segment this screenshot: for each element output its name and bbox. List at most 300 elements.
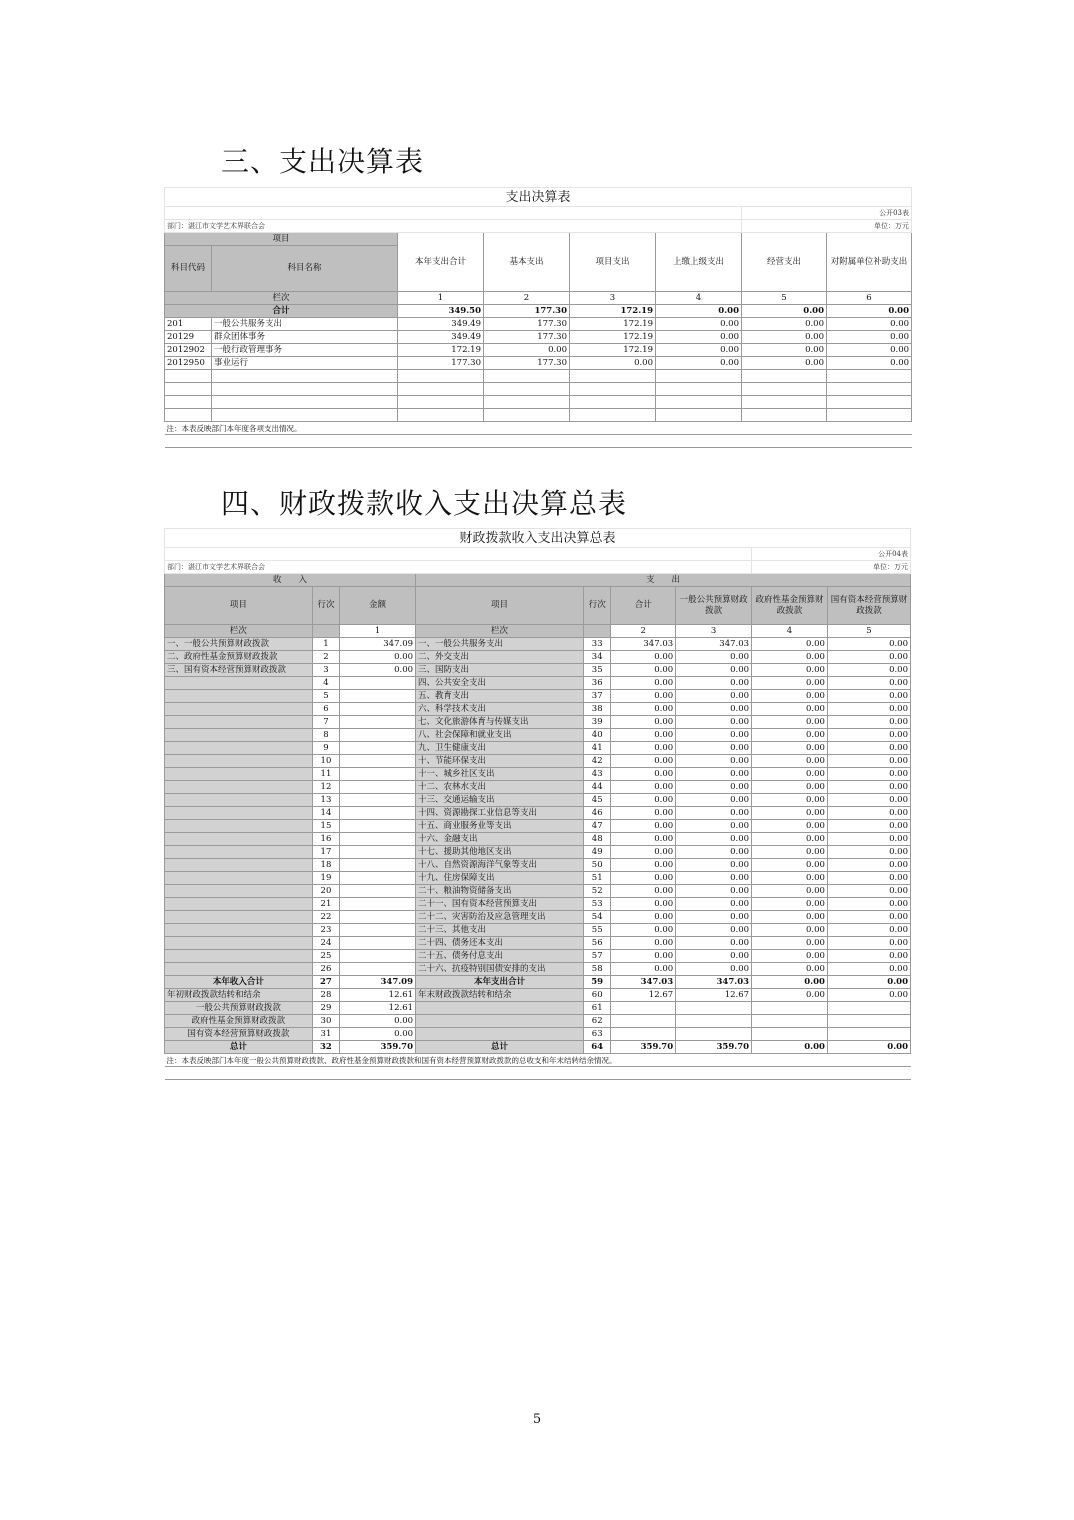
col-num: 2 bbox=[611, 625, 676, 638]
value-cell: 0.00 bbox=[752, 820, 828, 833]
table-row bbox=[165, 1041, 911, 1054]
expense-item: 年末财政拨款结转和结余 bbox=[416, 989, 584, 1002]
value-cell: 0.00 bbox=[611, 794, 676, 807]
value-cell: 0.00 bbox=[752, 703, 828, 716]
value-cell: 0.00 bbox=[676, 716, 752, 729]
col-superior: 上缴上级支出 bbox=[656, 233, 742, 292]
value-cell: 0.00 bbox=[611, 833, 676, 846]
value-cell: 0.00 bbox=[827, 976, 910, 989]
value-cell: 0.00 bbox=[676, 937, 752, 950]
value-cell: 0.00 bbox=[827, 357, 912, 370]
value-cell: 0.00 bbox=[611, 664, 676, 677]
table-row bbox=[165, 729, 911, 742]
unit-label: 单位：万元 bbox=[752, 561, 911, 574]
income-amount bbox=[340, 911, 416, 924]
value-cell: 0.00 bbox=[611, 716, 676, 729]
expense-item bbox=[416, 1028, 584, 1041]
value-cell: 0.00 bbox=[676, 872, 752, 885]
income-item: 二、政府性基金预算财政拨款 bbox=[165, 651, 313, 664]
income-item: 国有资本经营预算财政拨款 bbox=[165, 1028, 313, 1041]
income-amount bbox=[340, 781, 416, 794]
income-line: 30 bbox=[312, 1015, 339, 1028]
expense-item: 二十六、抗疫特别国债安排的支出 bbox=[416, 963, 584, 976]
total-value: 0.00 bbox=[827, 305, 912, 318]
empty-cell bbox=[212, 370, 398, 383]
value-cell: 0.00 bbox=[742, 344, 827, 357]
expense-line: 40 bbox=[584, 729, 611, 742]
table-row bbox=[165, 768, 911, 781]
empty-cell bbox=[398, 409, 484, 422]
table-row bbox=[165, 651, 911, 664]
expense-item: 二十、粮油物资储备支出 bbox=[416, 885, 584, 898]
empty-cell bbox=[656, 370, 742, 383]
table-row bbox=[165, 950, 911, 963]
value-cell bbox=[752, 1015, 828, 1028]
expense-item: 九、卫生健康支出 bbox=[416, 742, 584, 755]
income-line: 32 bbox=[312, 1041, 339, 1054]
value-cell bbox=[611, 1028, 676, 1041]
income-amount bbox=[340, 898, 416, 911]
income-amount: 0.00 bbox=[340, 651, 416, 664]
income-line: 26 bbox=[312, 963, 339, 976]
empty-row bbox=[165, 396, 912, 409]
subject-name: 一般行政管理事务 bbox=[212, 344, 398, 357]
empty-cell bbox=[656, 409, 742, 422]
table-row bbox=[165, 846, 911, 859]
value-cell: 0.00 bbox=[611, 963, 676, 976]
lanci-label: 栏次 bbox=[416, 625, 584, 638]
income-item bbox=[165, 820, 313, 833]
income-line: 14 bbox=[312, 807, 339, 820]
value-cell: 347.03 bbox=[611, 976, 676, 989]
expense-item: 二十一、国有资本经营预算支出 bbox=[416, 898, 584, 911]
value-cell: 0.00 bbox=[656, 331, 742, 344]
col-business: 经营支出 bbox=[742, 233, 827, 292]
col-subsidy: 对附属单位补助支出 bbox=[827, 233, 912, 292]
expense-line: 53 bbox=[584, 898, 611, 911]
empty-cell bbox=[742, 396, 827, 409]
value-cell: 0.00 bbox=[611, 872, 676, 885]
table-row bbox=[165, 755, 911, 768]
table-row bbox=[165, 976, 911, 989]
income-amount: 0.00 bbox=[340, 664, 416, 677]
value-cell: 0.00 bbox=[752, 794, 828, 807]
income-line: 24 bbox=[312, 937, 339, 950]
income-amount bbox=[340, 807, 416, 820]
table-row bbox=[165, 794, 911, 807]
income-item: 总计 bbox=[165, 1041, 313, 1054]
empty-cell bbox=[570, 370, 656, 383]
income-amount bbox=[340, 963, 416, 976]
expense-line: 59 bbox=[584, 976, 611, 989]
empty-cell bbox=[165, 409, 212, 422]
expense-line: 41 bbox=[584, 742, 611, 755]
income-line: 25 bbox=[312, 950, 339, 963]
value-cell: 0.00 bbox=[752, 963, 828, 976]
income-item bbox=[165, 872, 313, 885]
expense-item: 七、文化旅游体育与传媒支出 bbox=[416, 716, 584, 729]
income-item bbox=[165, 690, 313, 703]
fiscal-summary-table bbox=[164, 528, 911, 1080]
value-cell: 0.00 bbox=[827, 950, 910, 963]
expense-line: 34 bbox=[584, 651, 611, 664]
value-cell: 0.00 bbox=[676, 846, 752, 859]
income-item bbox=[165, 859, 313, 872]
table-row bbox=[165, 872, 911, 885]
subject-code: 2012902 bbox=[165, 344, 212, 357]
value-cell: 0.00 bbox=[752, 781, 828, 794]
section-title-expense: 三、支出决算表 bbox=[221, 145, 425, 178]
income-header: 收 入 bbox=[165, 574, 416, 587]
empty-cell bbox=[484, 370, 570, 383]
value-cell: 0.00 bbox=[752, 859, 828, 872]
value-cell: 0.00 bbox=[484, 344, 570, 357]
value-cell bbox=[611, 1002, 676, 1015]
value-cell: 0.00 bbox=[827, 937, 910, 950]
expense-line: 58 bbox=[584, 963, 611, 976]
expense-item: 总计 bbox=[416, 1041, 584, 1054]
income-amount bbox=[340, 703, 416, 716]
value-cell: 0.00 bbox=[611, 950, 676, 963]
table-row bbox=[165, 690, 911, 703]
income-item: 三、国有资本经营预算财政拨款 bbox=[165, 664, 313, 677]
value-cell: 0.00 bbox=[752, 885, 828, 898]
value-cell: 0.00 bbox=[752, 755, 828, 768]
value-cell: 0.00 bbox=[676, 755, 752, 768]
income-line: 22 bbox=[312, 911, 339, 924]
value-cell: 0.00 bbox=[611, 807, 676, 820]
col-num: 4 bbox=[752, 625, 828, 638]
income-amount bbox=[340, 742, 416, 755]
value-cell: 0.00 bbox=[676, 820, 752, 833]
table-caption: 支出决算表 bbox=[165, 188, 912, 207]
table-row bbox=[165, 807, 911, 820]
total-value: 349.50 bbox=[398, 305, 484, 318]
value-cell: 177.30 bbox=[398, 357, 484, 370]
table-row bbox=[165, 911, 911, 924]
expense-item: 二十三、其他支出 bbox=[416, 924, 584, 937]
value-cell bbox=[611, 1015, 676, 1028]
income-amount bbox=[340, 859, 416, 872]
value-cell: 359.70 bbox=[676, 1041, 752, 1054]
expense-item: 十、节能环保支出 bbox=[416, 755, 584, 768]
empty-cell bbox=[398, 383, 484, 396]
empty-cell bbox=[656, 396, 742, 409]
income-line: 27 bbox=[312, 976, 339, 989]
value-cell: 0.00 bbox=[827, 833, 910, 846]
value-cell: 0.00 bbox=[827, 859, 910, 872]
value-cell: 0.00 bbox=[676, 742, 752, 755]
value-cell: 0.00 bbox=[676, 833, 752, 846]
value-cell: 0.00 bbox=[611, 846, 676, 859]
table-code: 公开04表 bbox=[752, 548, 911, 561]
value-cell: 0.00 bbox=[742, 318, 827, 331]
value-cell: 0.00 bbox=[827, 872, 910, 885]
income-line: 13 bbox=[312, 794, 339, 807]
table-caption: 财政拨款收入支出决算总表 bbox=[165, 529, 911, 548]
value-cell: 0.00 bbox=[676, 729, 752, 742]
value-cell: 0.00 bbox=[752, 950, 828, 963]
empty-cell bbox=[827, 409, 912, 422]
empty-cell bbox=[398, 370, 484, 383]
table-row bbox=[165, 703, 911, 716]
income-item bbox=[165, 794, 313, 807]
income-amount bbox=[340, 872, 416, 885]
value-cell: 347.03 bbox=[676, 976, 752, 989]
col-general: 一般公共预算财政拨款 bbox=[676, 587, 752, 625]
income-item bbox=[165, 911, 313, 924]
income-amount: 347.09 bbox=[340, 976, 416, 989]
value-cell: 359.70 bbox=[611, 1041, 676, 1054]
value-cell: 0.00 bbox=[752, 911, 828, 924]
income-amount bbox=[340, 937, 416, 950]
col-fund: 政府性基金预算财政拨款 bbox=[752, 587, 828, 625]
value-cell: 0.00 bbox=[827, 911, 910, 924]
table-row bbox=[165, 664, 911, 677]
value-cell: 0.00 bbox=[676, 781, 752, 794]
value-cell: 0.00 bbox=[827, 331, 912, 344]
income-line: 5 bbox=[312, 690, 339, 703]
col-num: 1 bbox=[398, 292, 484, 305]
income-line: 29 bbox=[312, 1002, 339, 1015]
expense-item: 十七、援助其他地区支出 bbox=[416, 846, 584, 859]
value-cell: 0.00 bbox=[827, 729, 910, 742]
value-cell: 347.03 bbox=[611, 638, 676, 651]
value-cell: 0.00 bbox=[611, 651, 676, 664]
income-line: 12 bbox=[312, 781, 339, 794]
col-basic: 基本支出 bbox=[484, 233, 570, 292]
table-row bbox=[165, 898, 911, 911]
table-row bbox=[165, 989, 911, 1002]
table-row bbox=[165, 716, 911, 729]
value-cell: 0.00 bbox=[752, 638, 828, 651]
expense-line: 42 bbox=[584, 755, 611, 768]
income-amount bbox=[340, 950, 416, 963]
table-row bbox=[165, 937, 911, 950]
table-row bbox=[165, 331, 912, 344]
value-cell: 0.00 bbox=[752, 742, 828, 755]
expense-header: 支 出 bbox=[416, 574, 911, 587]
expense-line: 38 bbox=[584, 703, 611, 716]
value-cell: 172.19 bbox=[570, 318, 656, 331]
income-line: 1 bbox=[312, 638, 339, 651]
income-item bbox=[165, 742, 313, 755]
value-cell: 0.00 bbox=[827, 1041, 910, 1054]
value-cell: 0.00 bbox=[827, 898, 910, 911]
expense-line: 48 bbox=[584, 833, 611, 846]
expense-settlement-table bbox=[164, 187, 912, 448]
value-cell: 0.00 bbox=[611, 859, 676, 872]
income-amount bbox=[340, 885, 416, 898]
expense-line: 64 bbox=[584, 1041, 611, 1054]
income-item: 年初财政拨款结转和结余 bbox=[165, 989, 313, 1002]
table-row bbox=[165, 357, 912, 370]
value-cell: 0.00 bbox=[752, 651, 828, 664]
value-cell: 0.00 bbox=[611, 768, 676, 781]
col-project: 项目支出 bbox=[570, 233, 656, 292]
value-cell: 0.00 bbox=[752, 924, 828, 937]
value-cell: 0.00 bbox=[676, 703, 752, 716]
table-row bbox=[165, 1028, 911, 1041]
value-cell: 0.00 bbox=[827, 989, 910, 1002]
total-value: 0.00 bbox=[656, 305, 742, 318]
col-num: 3 bbox=[570, 292, 656, 305]
empty-cell bbox=[827, 396, 912, 409]
value-cell bbox=[827, 1028, 910, 1041]
value-cell: 0.00 bbox=[742, 357, 827, 370]
value-cell: 0.00 bbox=[752, 833, 828, 846]
value-cell: 177.30 bbox=[484, 357, 570, 370]
expense-item: 十三、交通运输支出 bbox=[416, 794, 584, 807]
value-cell: 0.00 bbox=[752, 729, 828, 742]
col-name: 科目名称 bbox=[212, 246, 398, 292]
value-cell: 0.00 bbox=[611, 677, 676, 690]
income-amount bbox=[340, 924, 416, 937]
income-amount bbox=[340, 820, 416, 833]
income-item bbox=[165, 950, 313, 963]
value-cell bbox=[752, 1002, 828, 1015]
income-item: 一般公共预算财政拨款 bbox=[165, 1002, 313, 1015]
value-cell: 0.00 bbox=[611, 911, 676, 924]
income-amount bbox=[340, 794, 416, 807]
section-title-fiscal: 四、财政拨款收入支出决算总表 bbox=[221, 487, 628, 520]
expense-item: 四、公共安全支出 bbox=[416, 677, 584, 690]
value-cell: 0.00 bbox=[827, 703, 910, 716]
expense-item bbox=[416, 1015, 584, 1028]
income-item bbox=[165, 703, 313, 716]
income-item: 本年收入合计 bbox=[165, 976, 313, 989]
col-state: 国有资本经营预算财政拨款 bbox=[827, 587, 910, 625]
table-row bbox=[165, 781, 911, 794]
expense-line: 56 bbox=[584, 937, 611, 950]
value-cell: 0.00 bbox=[570, 357, 656, 370]
value-cell: 0.00 bbox=[827, 318, 912, 331]
expense-line: 47 bbox=[584, 820, 611, 833]
col-total: 本年支出合计 bbox=[398, 233, 484, 292]
value-cell: 0.00 bbox=[827, 716, 910, 729]
income-item bbox=[165, 885, 313, 898]
table-row bbox=[165, 820, 911, 833]
col-num: 2 bbox=[484, 292, 570, 305]
value-cell: 172.19 bbox=[570, 331, 656, 344]
empty-cell bbox=[827, 383, 912, 396]
value-cell: 12.67 bbox=[676, 989, 752, 1002]
table-row bbox=[165, 1002, 911, 1015]
col-total: 合计 bbox=[611, 587, 676, 625]
empty-cell bbox=[165, 370, 212, 383]
empty-cell bbox=[165, 396, 212, 409]
income-amount bbox=[340, 833, 416, 846]
col-num: 5 bbox=[742, 292, 827, 305]
income-amount: 12.61 bbox=[340, 1002, 416, 1015]
income-line: 20 bbox=[312, 885, 339, 898]
expense-line: 52 bbox=[584, 885, 611, 898]
income-item bbox=[165, 677, 313, 690]
empty-row bbox=[165, 370, 912, 383]
empty-cell bbox=[398, 396, 484, 409]
income-amount bbox=[340, 846, 416, 859]
value-cell: 0.00 bbox=[611, 742, 676, 755]
table-row bbox=[165, 963, 911, 976]
empty-cell bbox=[212, 383, 398, 396]
expense-line: 36 bbox=[584, 677, 611, 690]
col-item: 项目 bbox=[416, 587, 584, 625]
table-row bbox=[165, 924, 911, 937]
value-cell: 0.00 bbox=[752, 898, 828, 911]
income-amount bbox=[340, 755, 416, 768]
col-num: 5 bbox=[827, 625, 910, 638]
empty-cell bbox=[827, 370, 912, 383]
expense-item: 十五、商业服务业等支出 bbox=[416, 820, 584, 833]
value-cell: 177.30 bbox=[484, 331, 570, 344]
value-cell bbox=[676, 1015, 752, 1028]
income-line: 28 bbox=[312, 989, 339, 1002]
table-row bbox=[165, 859, 911, 872]
subject-code: 201 bbox=[165, 318, 212, 331]
value-cell: 0.00 bbox=[827, 768, 910, 781]
value-cell: 349.49 bbox=[398, 318, 484, 331]
empty-cell bbox=[570, 383, 656, 396]
empty-cell bbox=[212, 396, 398, 409]
empty-cell bbox=[656, 383, 742, 396]
dept-label: 部门：湛江市文学艺术界联合会 bbox=[165, 561, 752, 574]
value-cell: 0.00 bbox=[676, 859, 752, 872]
income-amount: 347.09 bbox=[340, 638, 416, 651]
income-item bbox=[165, 781, 313, 794]
income-item bbox=[165, 963, 313, 976]
income-item: 一、一般公共预算财政拨款 bbox=[165, 638, 313, 651]
expense-line: 49 bbox=[584, 846, 611, 859]
expense-item: 十四、资源勘探工业信息等支出 bbox=[416, 807, 584, 820]
total-value: 0.00 bbox=[742, 305, 827, 318]
income-line: 4 bbox=[312, 677, 339, 690]
income-amount: 359.70 bbox=[340, 1041, 416, 1054]
value-cell: 0.00 bbox=[611, 898, 676, 911]
empty-cell bbox=[165, 383, 212, 396]
total-value: 177.30 bbox=[484, 305, 570, 318]
income-line: 8 bbox=[312, 729, 339, 742]
value-cell: 0.00 bbox=[752, 677, 828, 690]
col-line: 行次 bbox=[312, 587, 339, 625]
value-cell bbox=[676, 1028, 752, 1041]
value-cell: 0.00 bbox=[611, 781, 676, 794]
value-cell: 0.00 bbox=[656, 357, 742, 370]
table-note: 注：本表反映部门本年度各项支出情况。 bbox=[165, 422, 912, 435]
value-cell: 0.00 bbox=[676, 898, 752, 911]
income-amount bbox=[340, 768, 416, 781]
value-cell bbox=[676, 1002, 752, 1015]
income-line: 6 bbox=[312, 703, 339, 716]
empty-row bbox=[165, 383, 912, 396]
value-cell: 0.00 bbox=[827, 963, 910, 976]
expense-item: 二、外交支出 bbox=[416, 651, 584, 664]
value-cell: 0.00 bbox=[611, 703, 676, 716]
expense-line: 57 bbox=[584, 950, 611, 963]
income-amount bbox=[340, 716, 416, 729]
value-cell: 0.00 bbox=[752, 846, 828, 859]
expense-item: 十八、自然资源海洋气象等支出 bbox=[416, 859, 584, 872]
value-cell: 0.00 bbox=[752, 872, 828, 885]
value-cell: 0.00 bbox=[827, 807, 910, 820]
col-amount: 金额 bbox=[340, 587, 416, 625]
expense-line: 50 bbox=[584, 859, 611, 872]
value-cell: 12.67 bbox=[611, 989, 676, 1002]
value-cell: 0.00 bbox=[827, 820, 910, 833]
value-cell: 347.03 bbox=[676, 638, 752, 651]
subject-name: 一般公共服务支出 bbox=[212, 318, 398, 331]
income-line: 31 bbox=[312, 1028, 339, 1041]
value-cell: 349.49 bbox=[398, 331, 484, 344]
